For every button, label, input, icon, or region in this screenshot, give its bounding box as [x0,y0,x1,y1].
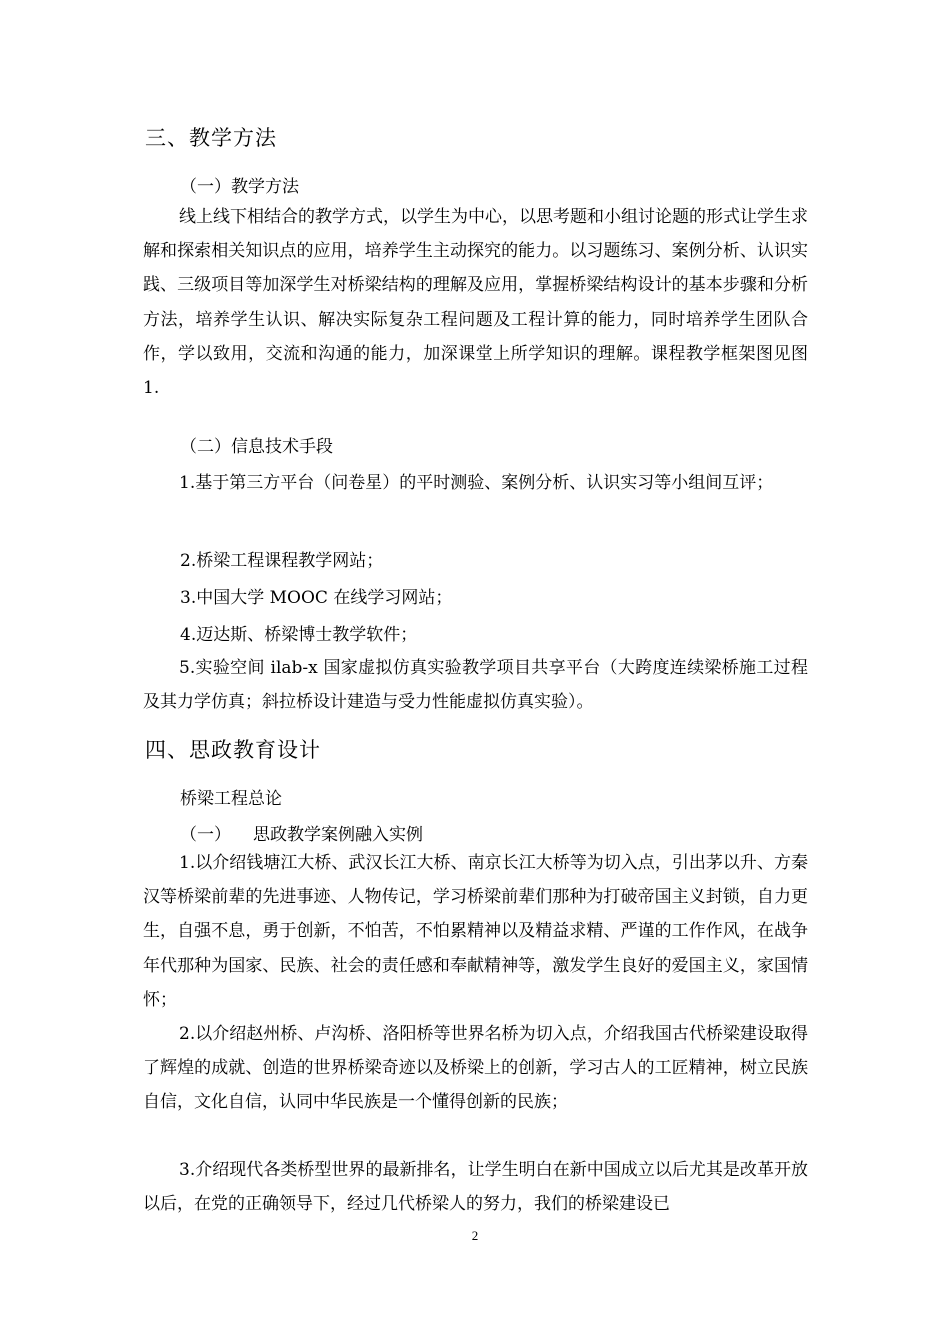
page-number: 2 [471,1228,479,1243]
section-heading-teaching-methods: 三、教学方法 [145,126,277,150]
subheading-number: （一） [180,825,231,845]
list-item-3: 3.中国大学 MOOC 在线学习网站； [180,588,453,608]
paragraph-case-2: 2.以介绍赵州桥、卢沟桥、洛阳桥等世界名桥为切入点，介绍我国古代桥梁建设取得了辉煌的成就、创造的世界桥梁奇迹以及桥梁上的创新，学习古人的工匠精神，树立民族自信，文化自信，认同中华民族是一个懂得创新的民族； [143,1024,808,1113]
paragraph-case-3: 3.介绍现代各类桥型世界的最新排名，让学生明白在新中国成立以后尤其是改革开放以后，在党的正确领导下，经过几代桥梁人的努力，我们的桥梁建设已 [143,1160,808,1215]
list-item-2: 2.桥梁工程课程教学网站； [180,551,384,571]
subheading-it-means: （二）信息技术手段 [180,437,333,457]
list-item-4: 4.迈达斯、桥梁博士教学软件； [180,625,418,645]
list-item-5: 5.实验空间 ilab-x 国家虚拟仿真实验教学项目共享平台（大跨度连续梁桥施工过程及其力学仿真；斜拉桥设计建造与受力性能虚拟仿真实验）。 [143,658,808,713]
subheading-case-examples [180,820,423,845]
section-heading-ideology: 四、思政教育设计 [145,738,321,762]
list-item-1: 1.基于第三方平台（问卷星）的平时测验、案例分析、认识实习等小组间互评； [179,473,774,493]
paragraph-case-1: 1.以介绍钱塘江大桥、武汉长江大桥、南京长江大桥等为切入点，引出茅以升、方秦汉等桥梁前辈的先进事迹、人物传记，学习桥梁前辈们那种为打破帝国主义封锁，自力更生，自强不息，勇于创新，不怕苦，不怕累精神以及精益求精、严谨的工作作风，在战争年代那种为国家、民族、社会的责任感和奉献精神等，激发学生良好的爱国主义，家国情怀； [143,853,808,1010]
subheading-teaching-methods: （一）教学方法 [180,177,299,197]
paragraph-teaching-methods: 线上线下相结合的教学方式，以学生为中心，以思考题和小组讨论题的形式让学生求解和探索相关知识点的应用，培养学生主动探究的能力。以习题练习、案例分析、认识实践、三级项目等加深学生对桥梁结构的理解及应用，掌握桥梁结构设计的基本步骤和分析方法，培养学生认识、解决实际复杂工程问题及工程计算的能力，同时培养学生团队合作，学以致用，交流和沟通的能力，加深课堂上所学知识的理解。课程教学框架图见图 1. [143,207,808,399]
topic-bridge-general: 桥梁工程总论 [180,789,282,809]
subheading-text: 思政教学案例融入实例 [253,825,423,845]
